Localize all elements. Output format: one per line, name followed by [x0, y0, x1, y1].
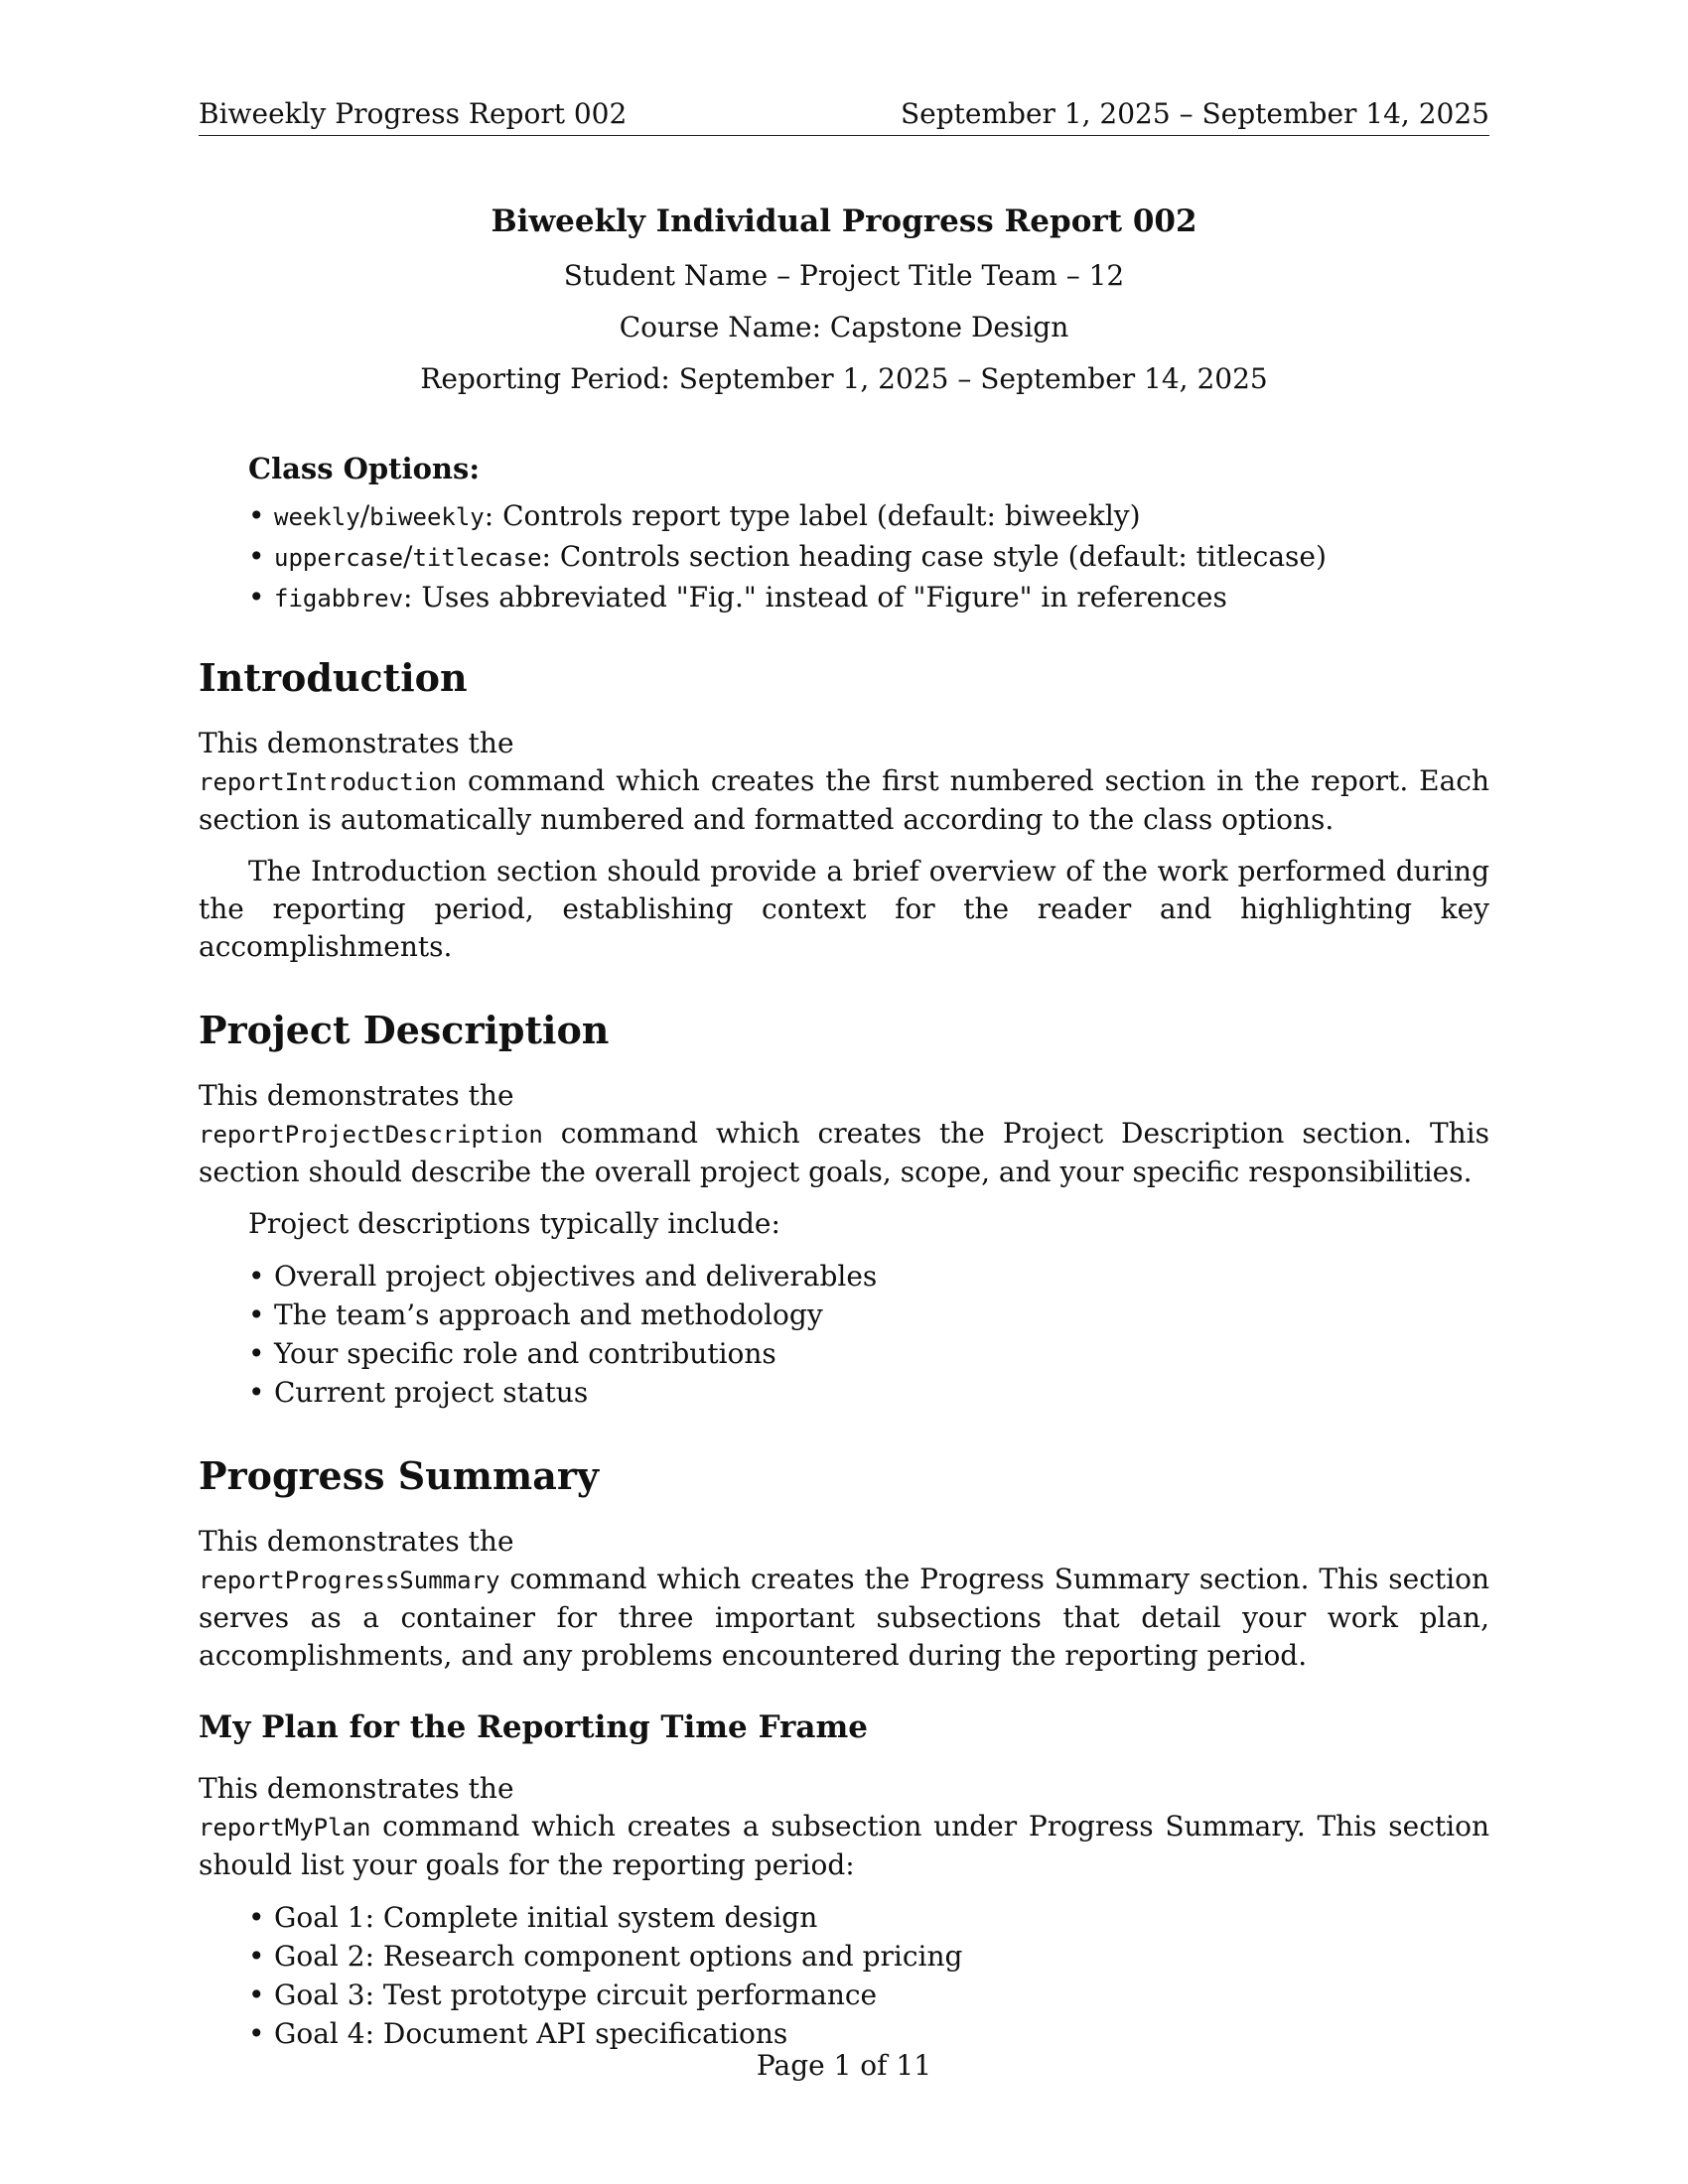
- section-paragraph: The Introduction section should provide a brief overview of the work performed during the reporting period, establishing context for the reader and highlighting key accomplishments.: [199, 855, 1489, 963]
- section-body: [199, 1561, 1489, 1675]
- body-text: command which creates the Project Description section. This section should describe the overall project goals, scope, and your specific responsibilities.: [199, 1117, 1489, 1188]
- header-report-title: Biweekly Progress Report 002: [199, 97, 628, 130]
- option-code: weekly: [274, 503, 360, 531]
- section-paragraph: Project descriptions typically include:: [248, 1207, 780, 1240]
- section-lead: This demonstrates the: [199, 1525, 514, 1558]
- section-heading: Introduction: [199, 655, 468, 700]
- option-separator: /: [359, 499, 370, 532]
- command-name: reportMyPlan: [199, 1814, 371, 1842]
- option-separator: /: [403, 540, 413, 573]
- list-item: [248, 578, 1489, 618]
- author-line: Student Name – Project Title Team – 12: [563, 259, 1125, 292]
- command-name: reportProjectDescription: [199, 1121, 543, 1149]
- class-options-heading: Class Options:: [248, 452, 481, 485]
- document-title: Biweekly Individual Progress Report 002: [491, 204, 1197, 239]
- section-introduction: [199, 653, 1489, 966]
- list-item: • Goal 4: Document API specifications: [248, 2014, 1489, 2053]
- page-number: Page 1 of 11: [756, 2049, 932, 2082]
- description-list: [199, 1257, 1489, 1412]
- running-header: [199, 97, 1489, 136]
- course-line: Course Name: Capstone Design: [619, 311, 1069, 343]
- section-heading: Progress Summary: [199, 1453, 599, 1498]
- option-description: : Controls report type label (default: biweekly): [484, 499, 1141, 532]
- body-text: command which creates the first numbered section in the report. Each section is automatically numbered and formatted according to the class options.: [199, 764, 1489, 836]
- subsection-my-plan: [199, 1706, 1489, 2053]
- list-item: • Current project status: [248, 1373, 1489, 1412]
- section-body: [199, 1115, 1489, 1191]
- body-text: command which creates a subsection under Progress Summary. This section should list your goals for the reporting period:: [199, 1810, 1489, 1881]
- option-code: titlecase: [412, 544, 542, 572]
- document-page: [199, 0, 1489, 2184]
- section-lead: This demonstrates the: [199, 1772, 514, 1805]
- option-description: : Uses abbreviated "Fig." instead of "Figure" in references: [403, 581, 1227, 614]
- section-progress-summary: [199, 1451, 1489, 2053]
- command-name: reportProgressSummary: [199, 1567, 500, 1594]
- option-code: figabbrev: [274, 585, 404, 613]
- option-code: biweekly: [369, 503, 485, 531]
- list-item: • Goal 2: Research component options and pricing: [248, 1937, 1489, 1976]
- command-name: reportIntroduction: [199, 768, 458, 796]
- section-lead: This demonstrates the: [199, 727, 514, 759]
- report-body: [199, 653, 1489, 2093]
- body-text: command which creates the Progress Summary section. This section serves as a container for three important subsections that detail your work plan, accomplishments, and any problems encountered during the reporting period.: [199, 1563, 1489, 1672]
- section-project-description: [199, 1006, 1489, 1412]
- list-item: • Overall project objectives and deliverables: [248, 1257, 1489, 1296]
- section-body: [199, 1808, 1489, 1884]
- goals-list: [199, 1898, 1489, 2053]
- header-date-range: September 1, 2025 – September 14, 2025: [900, 97, 1489, 130]
- list-item: [248, 496, 1489, 537]
- section-body: [199, 762, 1489, 839]
- title-block: [199, 199, 1489, 405]
- subsection-heading: My Plan for the Reporting Time Frame: [199, 1709, 868, 1745]
- section-lead: This demonstrates the: [199, 1079, 514, 1112]
- list-item: • Goal 3: Test prototype circuit performance: [248, 1976, 1489, 2014]
- section-heading: Project Description: [199, 1008, 610, 1052]
- option-code: uppercase: [274, 544, 404, 572]
- list-item: • The team’s approach and methodology: [248, 1296, 1489, 1334]
- list-item: • Goal 1: Complete initial system design: [248, 1898, 1489, 1937]
- class-options: [248, 449, 1489, 618]
- list-item: [248, 537, 1489, 578]
- period-line: Reporting Period: September 1, 2025 – September 14, 2025: [420, 362, 1268, 395]
- option-description: : Controls section heading case style (default: titlecase): [541, 540, 1327, 573]
- class-options-list: [248, 496, 1489, 618]
- list-item: • Your specific role and contributions: [248, 1334, 1489, 1373]
